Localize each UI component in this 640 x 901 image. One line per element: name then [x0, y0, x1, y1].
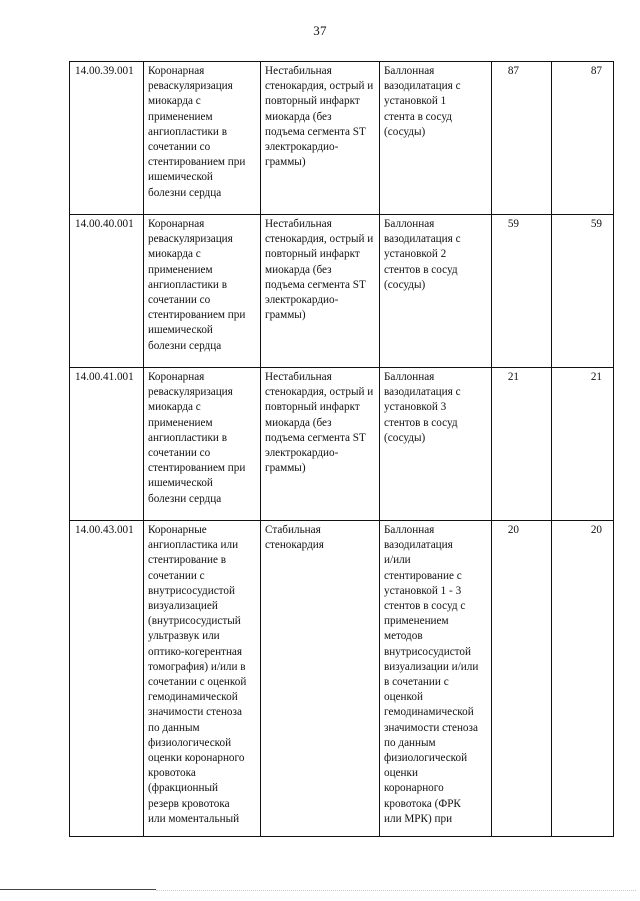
cell-text-line: Коронарная [148, 218, 205, 230]
cell-text-line: Нестабильная [265, 371, 332, 383]
cell-text-line: Нестабильная [265, 65, 332, 77]
table-row [70, 368, 614, 521]
cell-text-line: по данным [384, 736, 436, 749]
cell-text-line: болезни сердца [148, 492, 222, 505]
cell-text-line: Коронарная [148, 65, 205, 77]
cell-text-line: ангиопластики в [148, 278, 228, 291]
cell-text-line: сочетании со [148, 141, 211, 154]
procedure-code-cell: 14.00.43.001 [70, 521, 144, 837]
procedure-name-cell [144, 368, 261, 521]
cell-text-line: значимости стеноза [148, 706, 242, 719]
cell-text-line: стента в сосуд [384, 110, 452, 123]
cell-text-line: физиологической [384, 752, 468, 765]
cell-text-line: физиологической [148, 736, 232, 749]
page-number: 37 [313, 23, 327, 38]
cell-text-line: вазодилатация [384, 539, 453, 552]
cell-text-line: кровотока [148, 767, 196, 780]
cell-text-line: внутрисосудистой [148, 584, 235, 597]
cell-text-line: (сосуды) [384, 431, 426, 444]
cell-text-line: резерв кровотока [148, 797, 230, 810]
cell-text-line: стентирование с [384, 569, 462, 582]
value-2-cell: 87 [552, 62, 614, 215]
footer-dotted-rule [156, 890, 636, 891]
cell-text-line: реваскуляризация [148, 80, 233, 93]
cell-text-line: стенокардия, острый и [265, 386, 374, 399]
table-row [70, 215, 614, 368]
cell-text-line: кровотока (ФРК [384, 797, 461, 810]
cell-text-line: реваскуляризация [148, 386, 233, 399]
procedure-code-cell: 14.00.40.001 [70, 215, 144, 368]
cell-text-line: миокарда (без [265, 110, 332, 123]
treatment-method-cell [380, 62, 492, 215]
cell-text-line: повторный инфаркт [265, 95, 360, 108]
cell-text-line: стентированием при [148, 462, 246, 475]
cell-text-line: сочетании со [148, 447, 211, 460]
cell-text-line: миокарда с [148, 248, 201, 261]
treatment-method-cell [380, 521, 492, 837]
cell-text-line: ангиопластики в [148, 125, 228, 138]
cell-text-line: подъема сегмента ST [265, 125, 366, 138]
cell-text-line: установкой 3 [384, 401, 447, 414]
cell-text-line: по данным [148, 721, 200, 734]
cell-text-line: ишемической [148, 171, 213, 184]
cell-text-line: оценки коронарного [148, 752, 245, 765]
value-2-cell: 20 [552, 521, 614, 837]
cell-text-line: ангиопластика или [148, 539, 239, 552]
cell-text-line: стенокардия [265, 539, 324, 552]
cell-text-line: (сосуды) [384, 278, 426, 291]
cell-text-line: граммы) [265, 462, 306, 475]
cell-text-line: визуализации и/или [384, 660, 479, 673]
value-1-cell: 59 [492, 215, 552, 368]
cell-text-line: стентов в сосуд с [384, 600, 466, 613]
cell-text-line: реваскуляризация [148, 233, 233, 246]
cell-text-line: и/или [384, 554, 411, 567]
cell-text-line: Баллонная [384, 218, 435, 230]
cell-text-line: применением [148, 110, 213, 123]
cell-text-line: миокарда с [148, 95, 201, 108]
cell-text-line: миокарда (без [265, 416, 332, 429]
value-2-cell: 59 [552, 215, 614, 368]
cell-text-line: стентов в сосуд [384, 416, 458, 429]
cell-text-line: Коронарная [148, 371, 205, 383]
cell-text-line: или МРК) при [384, 812, 453, 825]
cell-text-line: вазодилатация с [384, 233, 461, 246]
footer-rule [0, 889, 156, 890]
value-1-cell: 20 [492, 521, 552, 837]
procedure-name-cell [144, 62, 261, 215]
cell-text-line: стентированием при [148, 309, 246, 322]
cell-text-line: значимости стеноза [384, 721, 478, 734]
cell-text-line: вазодилатация с [384, 386, 461, 399]
cell-text-line: Стабильная [265, 524, 321, 536]
cell-text-line: граммы) [265, 156, 306, 169]
cell-text-line: установкой 1 - 3 [384, 584, 462, 597]
cell-text-line: сочетании со [148, 294, 211, 307]
cell-text-line: в сочетании с [384, 676, 449, 689]
cell-text-line: миокарда (без [265, 263, 332, 276]
cell-text-line: (внутрисосудистый [148, 615, 241, 628]
value-1-cell: 87 [492, 62, 552, 215]
cell-text-line: подъема сегмента ST [265, 431, 366, 444]
diagnosis-cell [261, 521, 380, 837]
cell-text-line: Баллонная [384, 65, 435, 77]
cell-text-line: оценкой [384, 691, 423, 704]
treatment-method-cell [380, 368, 492, 521]
cell-text-line: подъема сегмента ST [265, 278, 366, 291]
cell-text-line: Нестабильная [265, 218, 332, 230]
procedures-table [69, 61, 614, 837]
cell-text-line: стенокардия, острый и [265, 233, 374, 246]
cell-text-line: применением [384, 615, 449, 628]
table-row [70, 62, 614, 215]
cell-text-line: визуализацией [148, 600, 218, 613]
cell-text-line: Баллонная [384, 371, 435, 383]
procedure-code-cell: 14.00.39.001 [70, 62, 144, 215]
cell-text-line: томография) и/или в [148, 660, 246, 673]
procedure-code-cell: 14.00.41.001 [70, 368, 144, 521]
cell-text-line: ультразвук или [148, 630, 220, 643]
cell-text-line: гемодинамической [148, 691, 238, 704]
cell-text-line: применением [148, 416, 213, 429]
cell-text-line: электрокардио- [265, 141, 339, 154]
cell-text-line: электрокардио- [265, 294, 339, 307]
cell-text-line: ангиопластики в [148, 431, 228, 444]
cell-text-line: вазодилатация с [384, 80, 461, 93]
cell-text-line: ишемической [148, 324, 213, 337]
cell-text-line: (сосуды) [384, 125, 426, 138]
cell-text-line: стенокардия, острый и [265, 80, 374, 93]
cell-text-line: повторный инфаркт [265, 248, 360, 261]
cell-text-line: стентированием при [148, 156, 246, 169]
cell-text-line: установкой 2 [384, 248, 447, 261]
cell-text-line: ишемической [148, 477, 213, 490]
table-row [70, 521, 614, 837]
cell-text-line: установкой 1 [384, 95, 447, 108]
cell-text-line: (фракционный [148, 782, 219, 795]
cell-text-line: стентов в сосуд [384, 263, 458, 276]
procedure-name-cell [144, 521, 261, 837]
cell-text-line: внутрисосудистой [384, 645, 471, 658]
cell-text-line: миокарда с [148, 401, 201, 414]
cell-text-line: методов [384, 630, 423, 643]
cell-text-line: электрокардио- [265, 447, 339, 460]
cell-text-line: гемодинамической [384, 706, 474, 719]
value-2-cell: 21 [552, 368, 614, 521]
treatment-method-cell [380, 215, 492, 368]
diagnosis-cell [261, 368, 380, 521]
diagnosis-cell [261, 62, 380, 215]
cell-text-line: коронарного [384, 782, 444, 795]
cell-text-line: болезни сердца [148, 339, 222, 352]
cell-text-line: Баллонная [384, 524, 435, 536]
diagnosis-cell [261, 215, 380, 368]
cell-text-line: применением [148, 263, 213, 276]
cell-text-line: повторный инфаркт [265, 401, 360, 414]
cell-text-line: стентирование в [148, 554, 226, 567]
cell-text-line: сочетании с [148, 569, 205, 582]
value-1-cell: 21 [492, 368, 552, 521]
cell-text-line: или моментальный [148, 812, 240, 825]
cell-text-line: Коронарные [148, 524, 207, 536]
cell-text-line: оценки [384, 767, 418, 780]
cell-text-line: болезни сердца [148, 186, 222, 199]
procedure-name-cell [144, 215, 261, 368]
cell-text-line: граммы) [265, 309, 306, 322]
cell-text-line: оптико-когерентная [148, 645, 243, 658]
cell-text-line: сочетании с оценкой [148, 676, 247, 689]
